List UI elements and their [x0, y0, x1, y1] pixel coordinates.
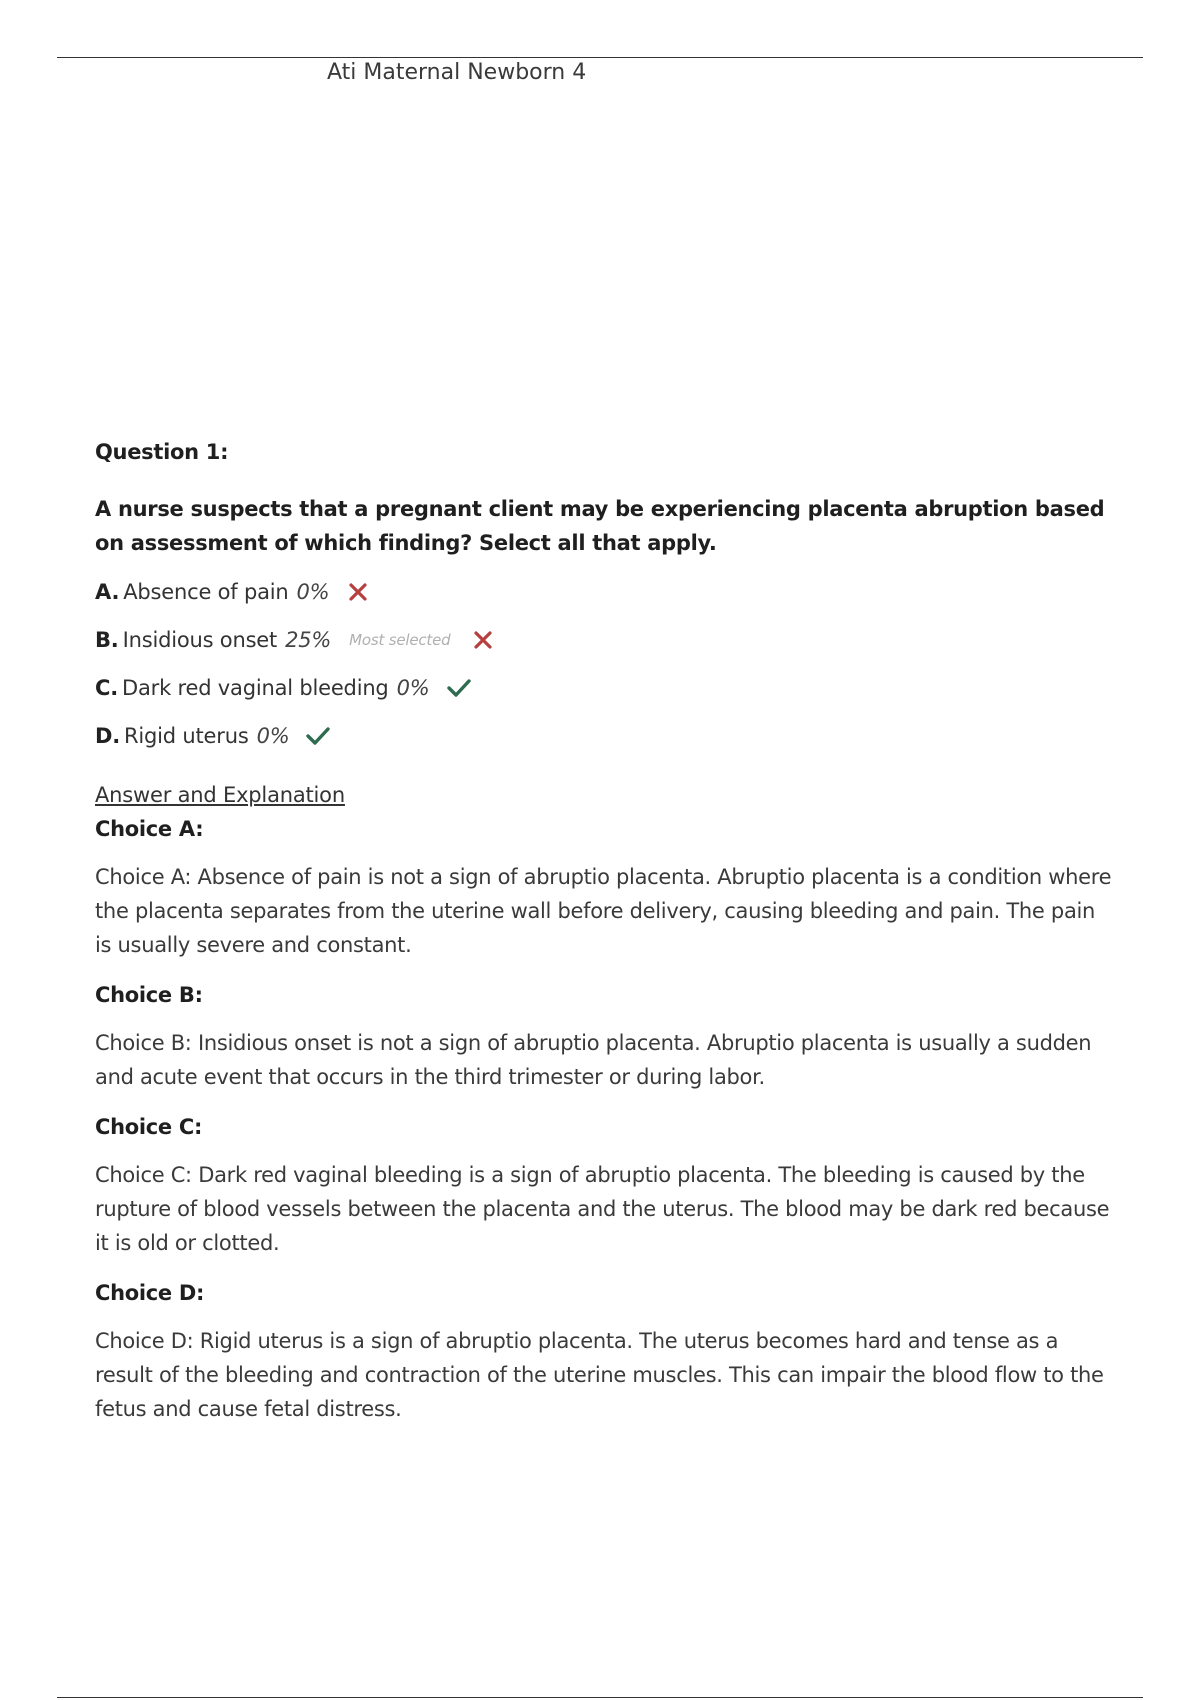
- cross-icon: [345, 579, 371, 605]
- option-percent: 0%: [396, 676, 430, 700]
- question-stem: A nurse suspects that a pregnant client may be experiencing placenta abruption based on assessment of which finding? Select all that apply.: [95, 497, 1105, 555]
- option-letter: A.: [95, 580, 120, 604]
- question-content: [95, 440, 1115, 1442]
- choice-a-explanation: Choice A: Absence of pain is not a sign of abruptio placenta. Abruptio placenta is a condition where the placenta separates from the uterine wall before delivery, causing bleeding and pain. The pain is usually severe and constant.: [95, 865, 1112, 957]
- option-text: Rigid uterus: [124, 724, 249, 748]
- option-text: Absence of pain: [123, 580, 289, 604]
- choice-b-heading: Choice B:: [95, 983, 203, 1007]
- check-icon: [305, 723, 331, 749]
- choice-d-heading: Choice D:: [95, 1281, 205, 1305]
- option-letter: D.: [95, 724, 121, 748]
- option-b[interactable]: [95, 616, 1115, 664]
- option-percent: 0%: [256, 724, 290, 748]
- bottom-divider: [57, 1697, 1143, 1698]
- option-letter: B.: [95, 628, 119, 652]
- choice-a-heading: Choice A:: [95, 817, 204, 841]
- top-divider: [57, 57, 1143, 58]
- option-text: Dark red vaginal bleeding: [122, 676, 389, 700]
- choice-c-explanation: Choice C: Dark red vaginal bleeding is a sign of abruptio placenta. The bleeding is caused by the rupture of blood vessels between the placenta and the uterus. The blood may be dark red because it is old or clotted.: [95, 1163, 1110, 1255]
- option-d[interactable]: [95, 712, 1115, 760]
- choice-b-explanation: Choice B: Insidious onset is not a sign of abruptio placenta. Abruptio placenta is usually a sudden and acute event that occurs in the third trimester or during labor.: [95, 1031, 1092, 1089]
- option-a[interactable]: [95, 568, 1115, 616]
- document-title: Ati Maternal Newborn 4: [327, 60, 587, 85]
- most-selected-note: Most selected: [349, 631, 451, 649]
- check-icon: [446, 675, 472, 701]
- option-c[interactable]: [95, 664, 1115, 712]
- option-text: Insidious onset: [122, 628, 278, 652]
- option-letter: C.: [95, 676, 118, 700]
- answer-explanation-link[interactable]: Answer and Explanation: [95, 783, 345, 807]
- choice-d-explanation: Choice D: Rigid uterus is a sign of abruptio placenta. The uterus becomes hard and tense as a result of the bleeding and contraction of the uterine muscles. This can impair the blood flow to the fetus and cause fetal distress.: [95, 1329, 1104, 1421]
- cross-icon: [470, 627, 496, 653]
- option-percent: 0%: [296, 580, 330, 604]
- question-label: Question 1:: [95, 440, 229, 464]
- choice-c-heading: Choice C:: [95, 1115, 203, 1139]
- option-percent: 25%: [285, 628, 332, 652]
